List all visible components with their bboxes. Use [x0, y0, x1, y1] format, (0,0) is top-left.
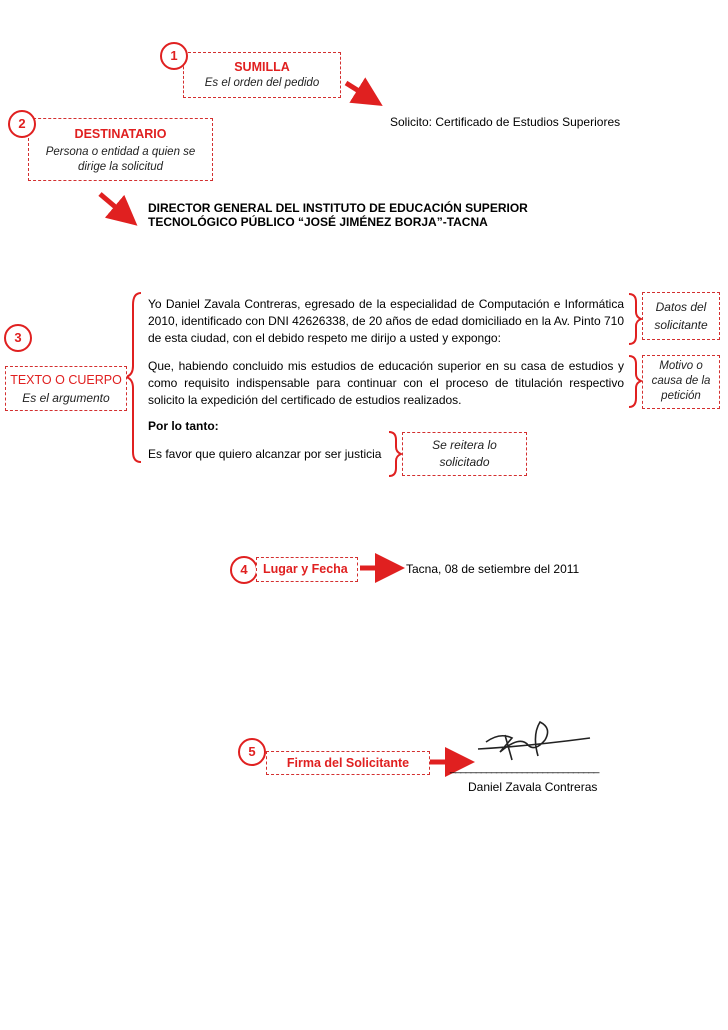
step-3-badge: 3 [4, 324, 32, 352]
destinatario-subtitle-1: Persona o entidad a quien se [45, 146, 196, 158]
right-brace-motivo [629, 356, 641, 407]
cuerpo-box [5, 366, 127, 411]
lugar-fecha-title: Lugar y Fecha [263, 562, 348, 576]
step-4-badge: 4 [230, 556, 258, 584]
paragraph-1: Yo Daniel Zavala Contreras, egresado de la especialidad de Computación e Informática 2010, identificado con DNI 42626338, de 20 años de edad domiciliado en la Av. Pinto 710 de esta ciudad, con el debido respeto me dirijo a usted y expongo: [148, 297, 624, 345]
closing-text: Es favor que quiero alcanzar por ser justicia [148, 447, 382, 461]
reitera-line-1: Se reitera lo [432, 438, 497, 452]
reitera-line-2: solicitado [439, 455, 490, 469]
step-1-badge: 1 [160, 42, 188, 70]
sumilla-text: Solicito: Certificado de Estudios Superiores [390, 115, 621, 129]
paragraph-2: Que, habiendo concluido mis estudios de educación superior en su casa de estudios y como requisito indispensable para continuar con el proceso de titulación respectivo solicito la expedición del certificado de estudios realizados. [148, 359, 624, 407]
signer-name: Daniel Zavala Contreras [468, 780, 598, 794]
motivo-line-2: causa de la [651, 375, 711, 387]
cuerpo-title: TEXTO O CUERPO [10, 373, 122, 387]
arrow-sumilla [346, 83, 370, 98]
por-lo-tanto: Por lo tanto: [148, 419, 219, 433]
signature-line: _____________________________ [450, 762, 599, 774]
signature-drawing [478, 722, 590, 760]
right-brace-reitera [389, 432, 401, 476]
right-brace-datos [629, 294, 641, 344]
left-brace-body [126, 293, 141, 462]
place-date: Tacna, 08 de setiembre del 2011 [406, 562, 580, 576]
motivo-box [642, 355, 720, 409]
lugar-fecha-box [256, 557, 358, 582]
arrow-destinatario [100, 194, 126, 216]
recipient-line-1: DIRECTOR GENERAL DEL INSTITUTO DE EDUCACIÓN SUPERIOR [148, 201, 528, 215]
step-2-badge: 2 [8, 110, 36, 138]
step-5-badge: 5 [238, 738, 266, 766]
reitera-box [402, 432, 527, 476]
sumilla-box [183, 52, 341, 98]
recipient-line-2: TECNOLÓGICO PÚBLICO “JOSÉ JIMÉNEZ BORJA”-TACNA [148, 215, 488, 229]
motivo-line-3: petición [661, 390, 701, 402]
datos-line-2: solicitante [654, 318, 708, 332]
firma-box [266, 751, 430, 775]
datos-box [642, 292, 720, 340]
cuerpo-subtitle: Es el argumento [22, 391, 110, 405]
destinatario-box [28, 118, 213, 181]
datos-line-1: Datos del [655, 300, 707, 314]
destinatario-title: DESTINATARIO [74, 127, 167, 141]
motivo-line-1: Motivo o [659, 360, 703, 372]
firma-title: Firma del Solicitante [286, 756, 410, 770]
sumilla-title: SUMILLA [234, 60, 290, 74]
destinatario-subtitle-2: dirige la solicitud [77, 161, 163, 173]
sumilla-subtitle: Es el orden del pedido [204, 77, 320, 89]
